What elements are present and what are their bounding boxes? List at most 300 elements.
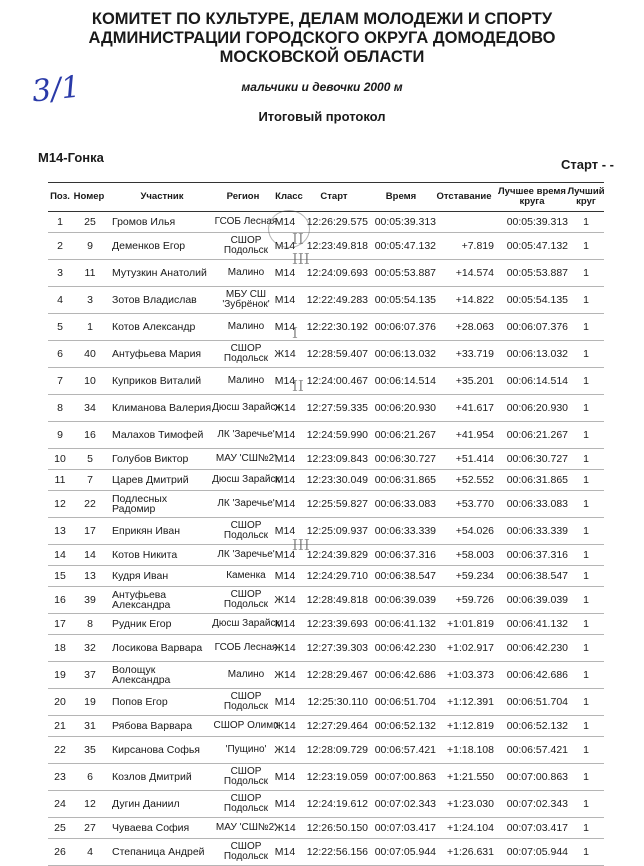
class-cell: М14 — [274, 374, 296, 387]
table-row — [48, 614, 604, 635]
table-row — [48, 260, 604, 287]
best-lap-time-cell: 00:07:05.944 — [506, 845, 568, 858]
best-lap-time-cell: 00:06:20.930 — [506, 401, 568, 414]
position-cell: 21 — [54, 719, 66, 732]
document-header — [0, 10, 644, 124]
start-time-cell: 12:26:29.575 — [306, 215, 368, 228]
best-lap-time-cell: 00:06:51.704 — [506, 695, 568, 708]
participant-cell: Антуфьева Мария — [112, 347, 202, 360]
best-lap-cell: 1 — [583, 668, 589, 681]
lag-cell: +33.719 — [455, 347, 494, 360]
start-time-cell: 12:25:59.827 — [306, 497, 368, 510]
participant-cell: Малахов Тимофей — [112, 428, 204, 441]
start-time-cell: 12:22:49.283 — [306, 293, 368, 306]
number-cell: 14 — [84, 548, 96, 561]
best-lap-time-cell: 00:07:00.863 — [506, 770, 568, 783]
best-lap-cell: 1 — [583, 593, 589, 606]
region-cell: СШОР Подольск — [223, 342, 269, 364]
best-lap-time-cell: 00:06:33.083 — [506, 497, 568, 510]
class-cell: Ж14 — [274, 668, 296, 681]
table-row — [48, 566, 604, 587]
number-cell: 5 — [87, 452, 93, 465]
number-cell: 34 — [84, 401, 96, 414]
organization-line-2: АДМИНИСТРАЦИИ ГОРОДСКОГО ОКРУГА ДОМОДЕДОВО — [88, 29, 556, 47]
position-cell: 2 — [57, 239, 63, 252]
start-time-cell: 12:23:49.818 — [306, 239, 368, 252]
start-time-cell: 12:26:50.150 — [306, 821, 368, 834]
position-cell: 22 — [54, 743, 66, 756]
position-cell: 14 — [54, 548, 66, 561]
number-cell: 3 — [87, 293, 93, 306]
position-cell: 17 — [54, 617, 66, 630]
number-cell: 11 — [84, 266, 96, 279]
position-cell: 15 — [54, 569, 66, 582]
class-cell: М14 — [274, 215, 296, 228]
class-cell: М14 — [274, 617, 296, 630]
class-cell: Ж14 — [274, 401, 296, 414]
start-time-cell: 12:28:49.818 — [306, 593, 368, 606]
table-row — [48, 314, 604, 341]
participant-cell: Климанова Валерия — [112, 401, 212, 414]
column-header-best-lap: Лучший круг — [567, 186, 605, 207]
table-row — [48, 287, 604, 314]
number-cell: 32 — [84, 641, 96, 654]
column-header-class: Класс — [275, 191, 303, 202]
table-row — [48, 635, 604, 662]
lag-cell: +28.063 — [455, 320, 494, 333]
table-row — [48, 341, 604, 368]
best-lap-cell: 1 — [583, 524, 589, 537]
result-time-cell: 00:05:39.313 — [374, 215, 436, 228]
column-header-number: Номер — [73, 191, 105, 202]
region-cell: Дюсш Зарайск — [212, 617, 280, 629]
position-cell: 13 — [54, 524, 66, 537]
table-row — [48, 212, 604, 233]
number-cell: 31 — [84, 719, 96, 732]
best-lap-time-cell: 00:07:02.343 — [506, 797, 568, 810]
best-lap-time-cell: 00:06:13.032 — [506, 347, 568, 360]
table-row — [48, 818, 604, 839]
region-cell: СШОР Подольск — [223, 234, 269, 256]
position-cell: 18 — [54, 641, 66, 654]
table-row — [48, 839, 604, 866]
event-title: мальчики и девочки 2000 м — [241, 80, 403, 94]
position-cell: 11 — [54, 473, 66, 486]
class-cell: М14 — [274, 266, 296, 279]
best-lap-time-cell: 00:06:57.421 — [506, 743, 568, 756]
race-name: М14-Гонка — [38, 150, 104, 165]
results-table — [48, 182, 604, 866]
position-cell: 9 — [57, 428, 63, 441]
position-cell: 19 — [54, 668, 66, 681]
start-time-cell: 12:23:09.843 — [306, 452, 368, 465]
class-cell: М14 — [274, 548, 296, 561]
region-cell: Малино — [227, 668, 265, 680]
column-header-region: Регион — [226, 191, 260, 202]
table-row — [48, 737, 604, 764]
lag-cell: +1:03.373 — [446, 668, 494, 681]
participant-cell: Деменков Егор — [112, 239, 186, 252]
result-time-cell: 00:06:51.704 — [374, 695, 436, 708]
best-lap-time-cell: 00:06:30.727 — [506, 452, 568, 465]
result-time-cell: 00:06:33.083 — [374, 497, 436, 510]
lag-cell: +52.552 — [455, 473, 494, 486]
lag-cell: +7.819 — [461, 239, 494, 252]
number-cell: 39 — [84, 593, 96, 606]
table-row — [48, 368, 604, 395]
start-time-cell: 12:27:59.335 — [306, 401, 368, 414]
lag-cell: +1:23.030 — [446, 797, 494, 810]
table-row — [48, 491, 604, 518]
start-time-cell: 12:24:19.612 — [306, 797, 368, 810]
lag-cell: +1:21.550 — [446, 770, 494, 783]
column-header-pos: Поз. — [50, 191, 70, 202]
class-cell: М14 — [274, 473, 296, 486]
result-time-cell: 00:05:47.132 — [374, 239, 436, 252]
number-cell: 12 — [84, 797, 96, 810]
position-cell: 16 — [54, 593, 66, 606]
result-time-cell: 00:06:52.132 — [374, 719, 436, 732]
best-lap-cell: 1 — [583, 845, 589, 858]
result-time-cell: 00:06:30.727 — [374, 452, 436, 465]
lag-cell — [438, 212, 494, 232]
best-lap-cell: 1 — [583, 215, 589, 228]
start-time-cell: 12:28:59.407 — [306, 347, 368, 360]
position-cell: 12 — [54, 497, 66, 510]
number-cell: 22 — [84, 497, 96, 510]
region-cell: СШОР Подольск — [223, 519, 269, 541]
start-time-cell: 12:24:29.710 — [306, 569, 368, 582]
number-cell: 27 — [84, 821, 96, 834]
best-lap-cell: 1 — [583, 743, 589, 756]
number-cell: 19 — [84, 695, 96, 708]
class-cell: М14 — [274, 239, 296, 252]
region-cell: СШОР Подольск — [223, 765, 269, 787]
best-lap-time-cell: 00:06:52.132 — [506, 719, 568, 732]
lag-cell: +59.726 — [455, 593, 494, 606]
best-lap-cell: 1 — [583, 695, 589, 708]
table-row — [48, 587, 604, 614]
lag-cell: +35.201 — [455, 374, 494, 387]
table-header — [48, 182, 604, 212]
best-lap-cell: 1 — [583, 374, 589, 387]
number-cell: 40 — [84, 347, 96, 360]
lag-cell: +14.822 — [455, 293, 494, 306]
start-time-cell: 12:23:39.693 — [306, 617, 368, 630]
best-lap-time-cell: 00:05:39.313 — [506, 215, 568, 228]
region-cell: МАУ 'СШ№2' — [215, 821, 277, 833]
start-time-cell: 12:27:39.303 — [306, 641, 368, 654]
start-time-cell: 12:25:30.110 — [307, 695, 368, 708]
result-time-cell: 00:05:54.135 — [374, 293, 436, 306]
start-time-cell: 12:27:29.464 — [306, 719, 368, 732]
class-cell: Ж14 — [274, 641, 296, 654]
number-cell: 16 — [84, 428, 96, 441]
region-cell: Дюсш Зарайск — [212, 401, 280, 413]
handwritten-mark: I — [292, 324, 298, 342]
table-body — [48, 212, 604, 866]
best-lap-time-cell: 00:05:53.887 — [506, 266, 568, 279]
class-cell: М14 — [274, 293, 296, 306]
table-row — [48, 233, 604, 260]
organization-line-3: МОСКОВСКОЙ ОБЛАСТИ — [219, 48, 425, 66]
lag-cell: +1:24.104 — [446, 821, 494, 834]
number-cell: 13 — [84, 569, 96, 582]
best-lap-cell: 1 — [583, 347, 589, 360]
position-cell: 23 — [54, 770, 66, 783]
lag-cell: +51.414 — [455, 452, 494, 465]
participant-cell: Волощук Александра — [112, 663, 171, 686]
best-lap-cell: 1 — [583, 569, 589, 582]
class-cell: М14 — [274, 320, 296, 333]
start-time-cell: 12:24:59.990 — [306, 428, 368, 441]
best-lap-time-cell: 00:06:21.267 — [506, 428, 568, 441]
participant-cell: Рудник Егор — [112, 617, 172, 630]
lag-cell: +1:02.917 — [446, 641, 494, 654]
best-lap-cell: 1 — [583, 617, 589, 630]
region-cell: Каменка — [226, 569, 266, 581]
start-time-cell: 12:24:09.693 — [306, 266, 368, 279]
class-cell: Ж14 — [274, 821, 296, 834]
column-header-best-lap-time: Лучшее время круга — [498, 186, 566, 207]
start-time-cell: 12:25:09.937 — [306, 524, 368, 537]
best-lap-cell: 1 — [583, 797, 589, 810]
number-cell: 10 — [84, 374, 96, 387]
class-cell: М14 — [274, 770, 296, 783]
position-cell: 24 — [54, 797, 66, 810]
participant-cell: Чуваева София — [112, 821, 190, 834]
result-time-cell: 00:06:38.547 — [374, 569, 436, 582]
best-lap-time-cell: 00:06:39.039 — [506, 593, 568, 606]
region-cell: ГСОБ Лесная — [214, 215, 278, 227]
participant-cell: Попов Егор — [112, 695, 168, 708]
region-cell: ЛК 'Заречье' — [217, 428, 275, 440]
table-row — [48, 662, 604, 689]
number-cell: 6 — [87, 770, 93, 783]
start-time-cell: 12:24:00.467 — [306, 374, 368, 387]
start-time-cell: 12:28:29.467 — [306, 668, 368, 681]
table-row — [48, 689, 604, 716]
region-cell: МБУ СШ 'Зубрёнок' — [222, 288, 270, 310]
class-cell: Ж14 — [274, 743, 296, 756]
region-cell: Малино — [227, 266, 265, 278]
column-header-time: Время — [385, 191, 417, 202]
result-time-cell: 00:06:39.039 — [374, 593, 436, 606]
number-cell: 4 — [87, 845, 93, 858]
region-cell: СШОР Подольск — [223, 690, 269, 712]
best-lap-cell: 1 — [583, 293, 589, 306]
best-lap-cell: 1 — [583, 266, 589, 279]
best-lap-cell: 1 — [583, 320, 589, 333]
best-lap-cell: 1 — [583, 641, 589, 654]
result-time-cell: 00:06:42.686 — [374, 668, 436, 681]
number-cell: 37 — [84, 668, 96, 681]
handwritten-note: 3/1 — [30, 69, 82, 110]
region-cell: СШОР Подольск — [223, 588, 269, 610]
result-time-cell: 00:06:31.865 — [374, 473, 436, 486]
organization-line-1: КОМИТЕТ ПО КУЛЬТУРЕ, ДЕЛАМ МОЛОДЕЖИ И СПОРТУ — [91, 10, 553, 28]
participant-cell: Кудря Иван — [112, 569, 169, 582]
result-time-cell: 00:07:00.863 — [374, 770, 436, 783]
number-cell: 25 — [84, 215, 96, 228]
class-cell: М14 — [274, 497, 296, 510]
lag-cell: +1:26.631 — [446, 845, 494, 858]
result-time-cell: 00:06:37.316 — [374, 548, 436, 561]
position-cell: 20 — [54, 695, 66, 708]
start-time-cell: 12:22:56.156 — [306, 845, 368, 858]
region-cell: 'Пущино' — [225, 743, 267, 755]
position-cell: 6 — [57, 347, 63, 360]
number-cell: 17 — [84, 524, 96, 537]
class-cell: М14 — [274, 452, 296, 465]
lag-cell: +14.574 — [455, 266, 494, 279]
best-lap-cell: 1 — [583, 719, 589, 732]
participant-cell: Котов Александр — [112, 320, 196, 333]
result-time-cell: 00:06:21.267 — [374, 428, 436, 441]
best-lap-time-cell: 00:07:03.417 — [506, 821, 568, 834]
participant-cell: Антуфьева Александра — [112, 588, 171, 611]
position-cell: 1 — [57, 215, 63, 228]
participant-cell: Еприкян Иван — [112, 524, 181, 537]
position-cell: 3 — [57, 266, 63, 279]
table-row — [48, 791, 604, 818]
class-cell: М14 — [274, 695, 296, 708]
handwritten-mark: II — [292, 230, 304, 248]
start-time-cell: 12:23:19.059 — [306, 770, 368, 783]
result-time-cell: 00:06:42.230 — [374, 641, 436, 654]
best-lap-cell: 1 — [583, 548, 589, 561]
participant-cell: Зотов Владислав — [112, 293, 197, 306]
region-cell: Малино — [227, 320, 265, 332]
participant-cell: Степаница Андрей — [112, 845, 205, 858]
result-time-cell: 00:06:20.930 — [374, 401, 436, 414]
lag-cell: +1:18.108 — [446, 743, 494, 756]
number-cell: 8 — [87, 617, 93, 630]
start-time-cell: 12:24:39.829 — [306, 548, 368, 561]
position-cell: 8 — [57, 401, 63, 414]
region-cell: Малино — [227, 374, 265, 386]
result-time-cell: 00:06:41.132 — [374, 617, 436, 630]
class-cell: Ж14 — [274, 593, 296, 606]
class-cell: М14 — [274, 524, 296, 537]
table-row — [48, 764, 604, 791]
region-cell: МАУ 'СШ№2' — [215, 452, 277, 464]
number-cell: 9 — [87, 239, 93, 252]
handwritten-mark: II — [292, 377, 304, 395]
best-lap-time-cell: 00:06:14.514 — [506, 374, 568, 387]
lag-cell: +53.770 — [455, 497, 494, 510]
region-cell: СШОР Олимп — [213, 719, 279, 731]
result-time-cell: 00:07:03.417 — [374, 821, 436, 834]
best-lap-cell: 1 — [583, 239, 589, 252]
table-row — [48, 470, 604, 491]
class-cell: М14 — [274, 428, 296, 441]
participant-cell: Котов Никита — [112, 548, 178, 561]
participant-cell: Громов Илья — [112, 215, 176, 228]
position-cell: 26 — [54, 845, 66, 858]
best-lap-cell: 1 — [583, 452, 589, 465]
participant-cell: Царев Дмитрий — [112, 473, 189, 486]
participant-cell: Голубов Виктор — [112, 452, 189, 465]
lag-cell: +58.003 — [455, 548, 494, 561]
best-lap-cell: 1 — [583, 497, 589, 510]
result-time-cell: 00:06:33.339 — [374, 524, 436, 537]
column-header-start: Старт — [320, 191, 348, 202]
best-lap-cell: 1 — [583, 428, 589, 441]
number-cell: 35 — [84, 743, 96, 756]
number-cell: 1 — [87, 320, 93, 333]
start-time-cell: 12:22:30.192 — [306, 320, 368, 333]
start-time-cell: 12:23:30.049 — [306, 473, 368, 486]
participant-cell: Лосикова Варвара — [112, 641, 203, 654]
best-lap-time-cell: 00:06:38.547 — [506, 569, 568, 582]
column-header-lag: Отставание — [436, 191, 492, 202]
participant-cell: Кирсанова Софья — [112, 743, 200, 756]
lag-cell: +59.234 — [455, 569, 494, 582]
class-cell: Ж14 — [274, 719, 296, 732]
region-cell: Дюсш Зарайск — [212, 473, 280, 485]
table-row — [48, 518, 604, 545]
class-cell: М14 — [274, 797, 296, 810]
participant-cell: Подлесных Радомир — [112, 492, 168, 515]
result-time-cell: 00:06:13.032 — [374, 347, 436, 360]
region-cell: ЛК 'Заречье' — [217, 548, 275, 560]
column-header-participant: Участник — [140, 191, 184, 202]
region-cell: ЛК 'Заречье' — [217, 497, 275, 509]
best-lap-time-cell: 00:06:33.339 — [506, 524, 568, 537]
participant-cell: Дугин Даниил — [112, 797, 180, 810]
lag-cell: +1:01.819 — [446, 617, 494, 630]
number-cell: 7 — [87, 473, 93, 486]
position-cell: 4 — [57, 293, 63, 306]
start-time-cell: 12:28:09.729 — [306, 743, 368, 756]
participant-cell: Рябова Варвара — [112, 719, 193, 732]
position-cell: 5 — [57, 320, 63, 333]
table-row — [48, 395, 604, 422]
best-lap-time-cell: 00:06:07.376 — [506, 320, 568, 333]
best-lap-cell: 1 — [583, 770, 589, 783]
class-cell: М14 — [274, 569, 296, 582]
best-lap-time-cell: 00:05:47.132 — [506, 239, 568, 252]
handwritten-mark: III — [292, 536, 310, 554]
start-label: Старт - - — [560, 157, 614, 172]
region-cell: СШОР Подольск — [223, 792, 269, 814]
best-lap-time-cell: 00:06:31.865 — [506, 473, 568, 486]
lag-cell: +41.954 — [455, 428, 494, 441]
table-row — [48, 716, 604, 737]
result-time-cell: 00:07:05.944 — [374, 845, 436, 858]
handwritten-mark: III — [292, 250, 310, 268]
result-time-cell: 00:05:53.887 — [374, 266, 436, 279]
best-lap-time-cell: 00:06:42.686 — [506, 668, 568, 681]
position-cell: 7 — [57, 374, 63, 387]
table-row — [48, 449, 604, 470]
best-lap-cell: 1 — [583, 821, 589, 834]
participant-cell: Мутузкин Анатолий — [112, 266, 207, 279]
best-lap-time-cell: 00:06:41.132 — [506, 617, 568, 630]
result-time-cell: 00:07:02.343 — [374, 797, 436, 810]
table-row — [48, 422, 604, 449]
lag-cell: +1:12.391 — [446, 695, 494, 708]
result-time-cell: 00:06:14.514 — [374, 374, 436, 387]
lag-cell: +41.617 — [455, 401, 494, 414]
position-cell: 25 — [54, 821, 66, 834]
region-cell: СШОР Подольск — [223, 840, 269, 862]
table-row — [48, 545, 604, 566]
participant-cell: Куприков Виталий — [112, 374, 202, 387]
best-lap-time-cell: 00:06:42.230 — [506, 641, 568, 654]
class-cell: Ж14 — [274, 347, 296, 360]
